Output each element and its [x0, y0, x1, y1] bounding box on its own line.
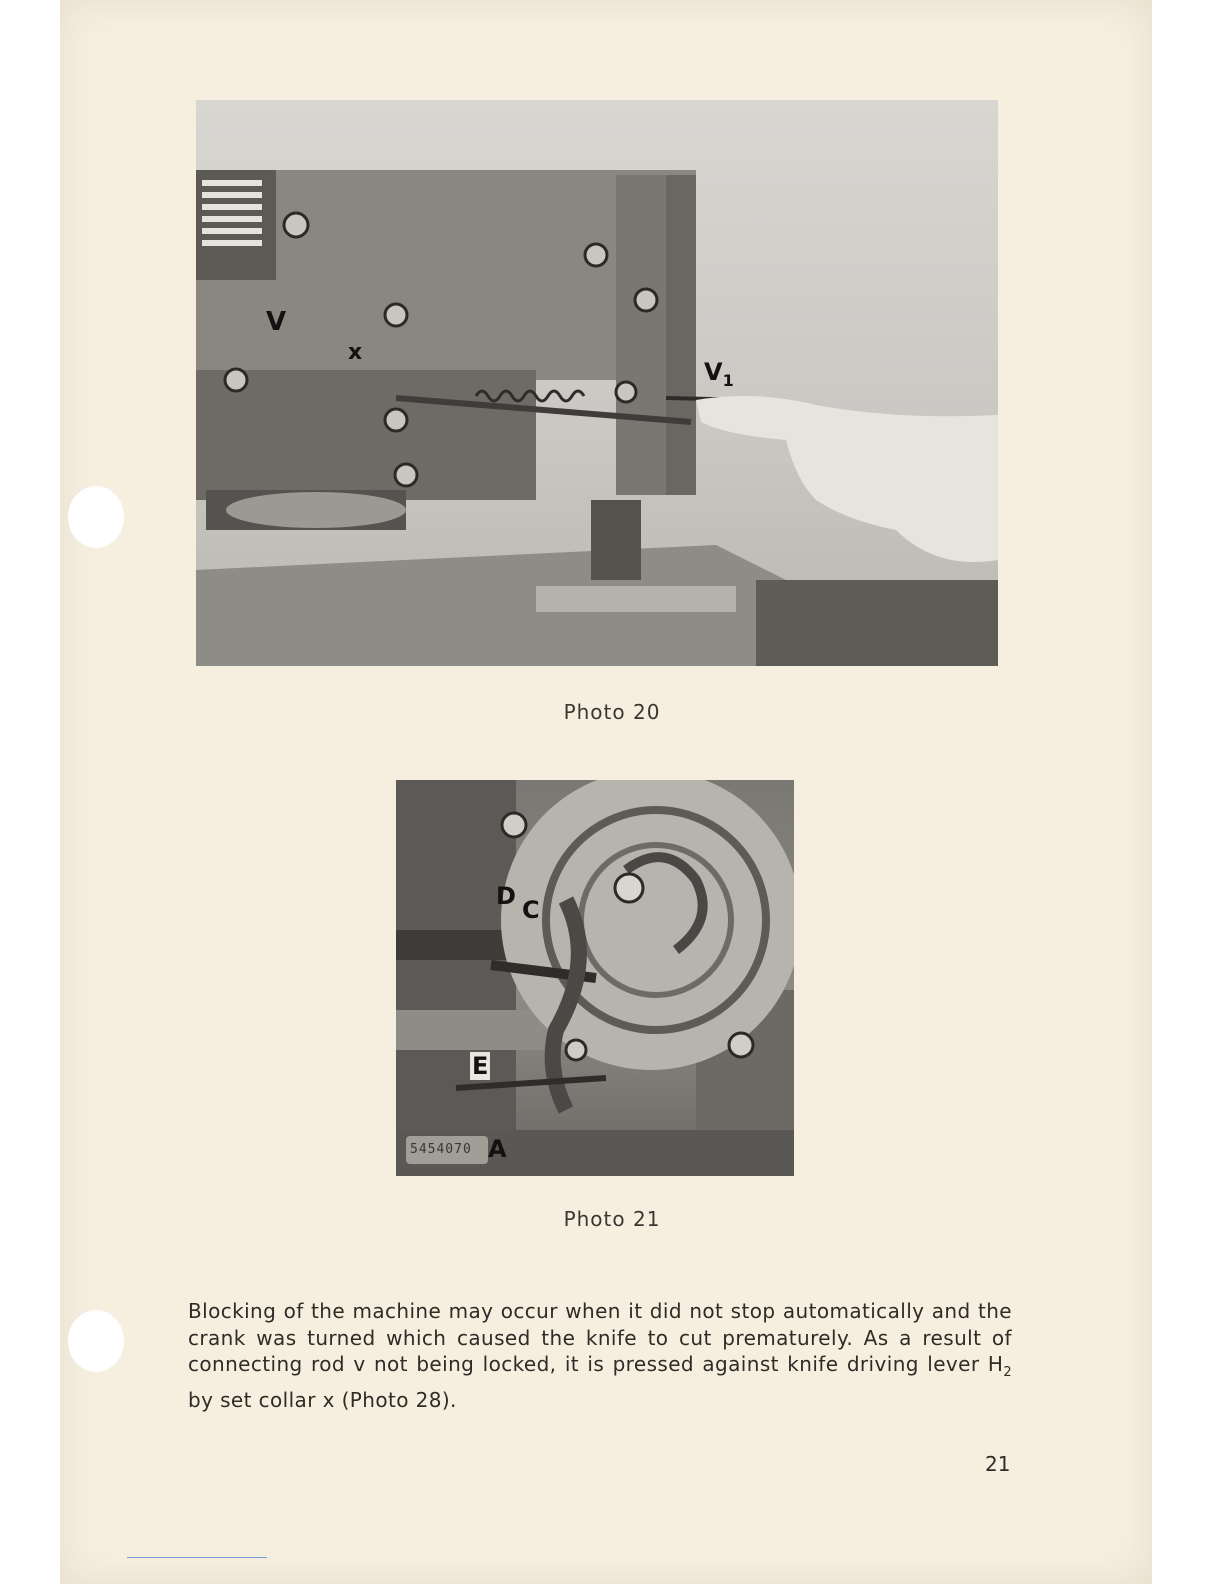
label-v: V [266, 307, 287, 337]
label-x: x [348, 340, 363, 365]
cam-mechanism-illustration [396, 780, 794, 1176]
binder-hole-top [68, 486, 124, 548]
binder-hole-bottom [68, 1310, 124, 1372]
page-number: 21 [985, 1452, 1011, 1476]
label-v1: $V_1$ [704, 358, 734, 390]
label-a: A [488, 1135, 507, 1163]
photo-20-caption: Photo 20 [563, 700, 661, 724]
label-c: C [522, 896, 540, 924]
sewing-machine-head-illustration [196, 100, 998, 666]
photo-20-image [196, 100, 998, 666]
photo-21-image [396, 780, 794, 1176]
label-d: D [496, 882, 516, 910]
paragraph-text-end: by set collar x (Photo 28). [188, 1387, 457, 1412]
photo-21-caption: Photo 21 [563, 1207, 661, 1231]
paragraph-text-main: Blocking of the machine may occur when it did not stop automatically and the crank was turned which caused the knife to cut prematurely. As a result of connecting rod v not being locked, it is pressed against knife driving lever H [188, 1299, 1012, 1376]
footer-link-underline [127, 1557, 267, 1558]
machine-number-plate: 5454070 [410, 1142, 472, 1157]
label-e: E [472, 1052, 489, 1080]
blocking-paragraph [188, 1298, 1012, 1413]
paragraph-subscript: 2 [1003, 1365, 1012, 1380]
